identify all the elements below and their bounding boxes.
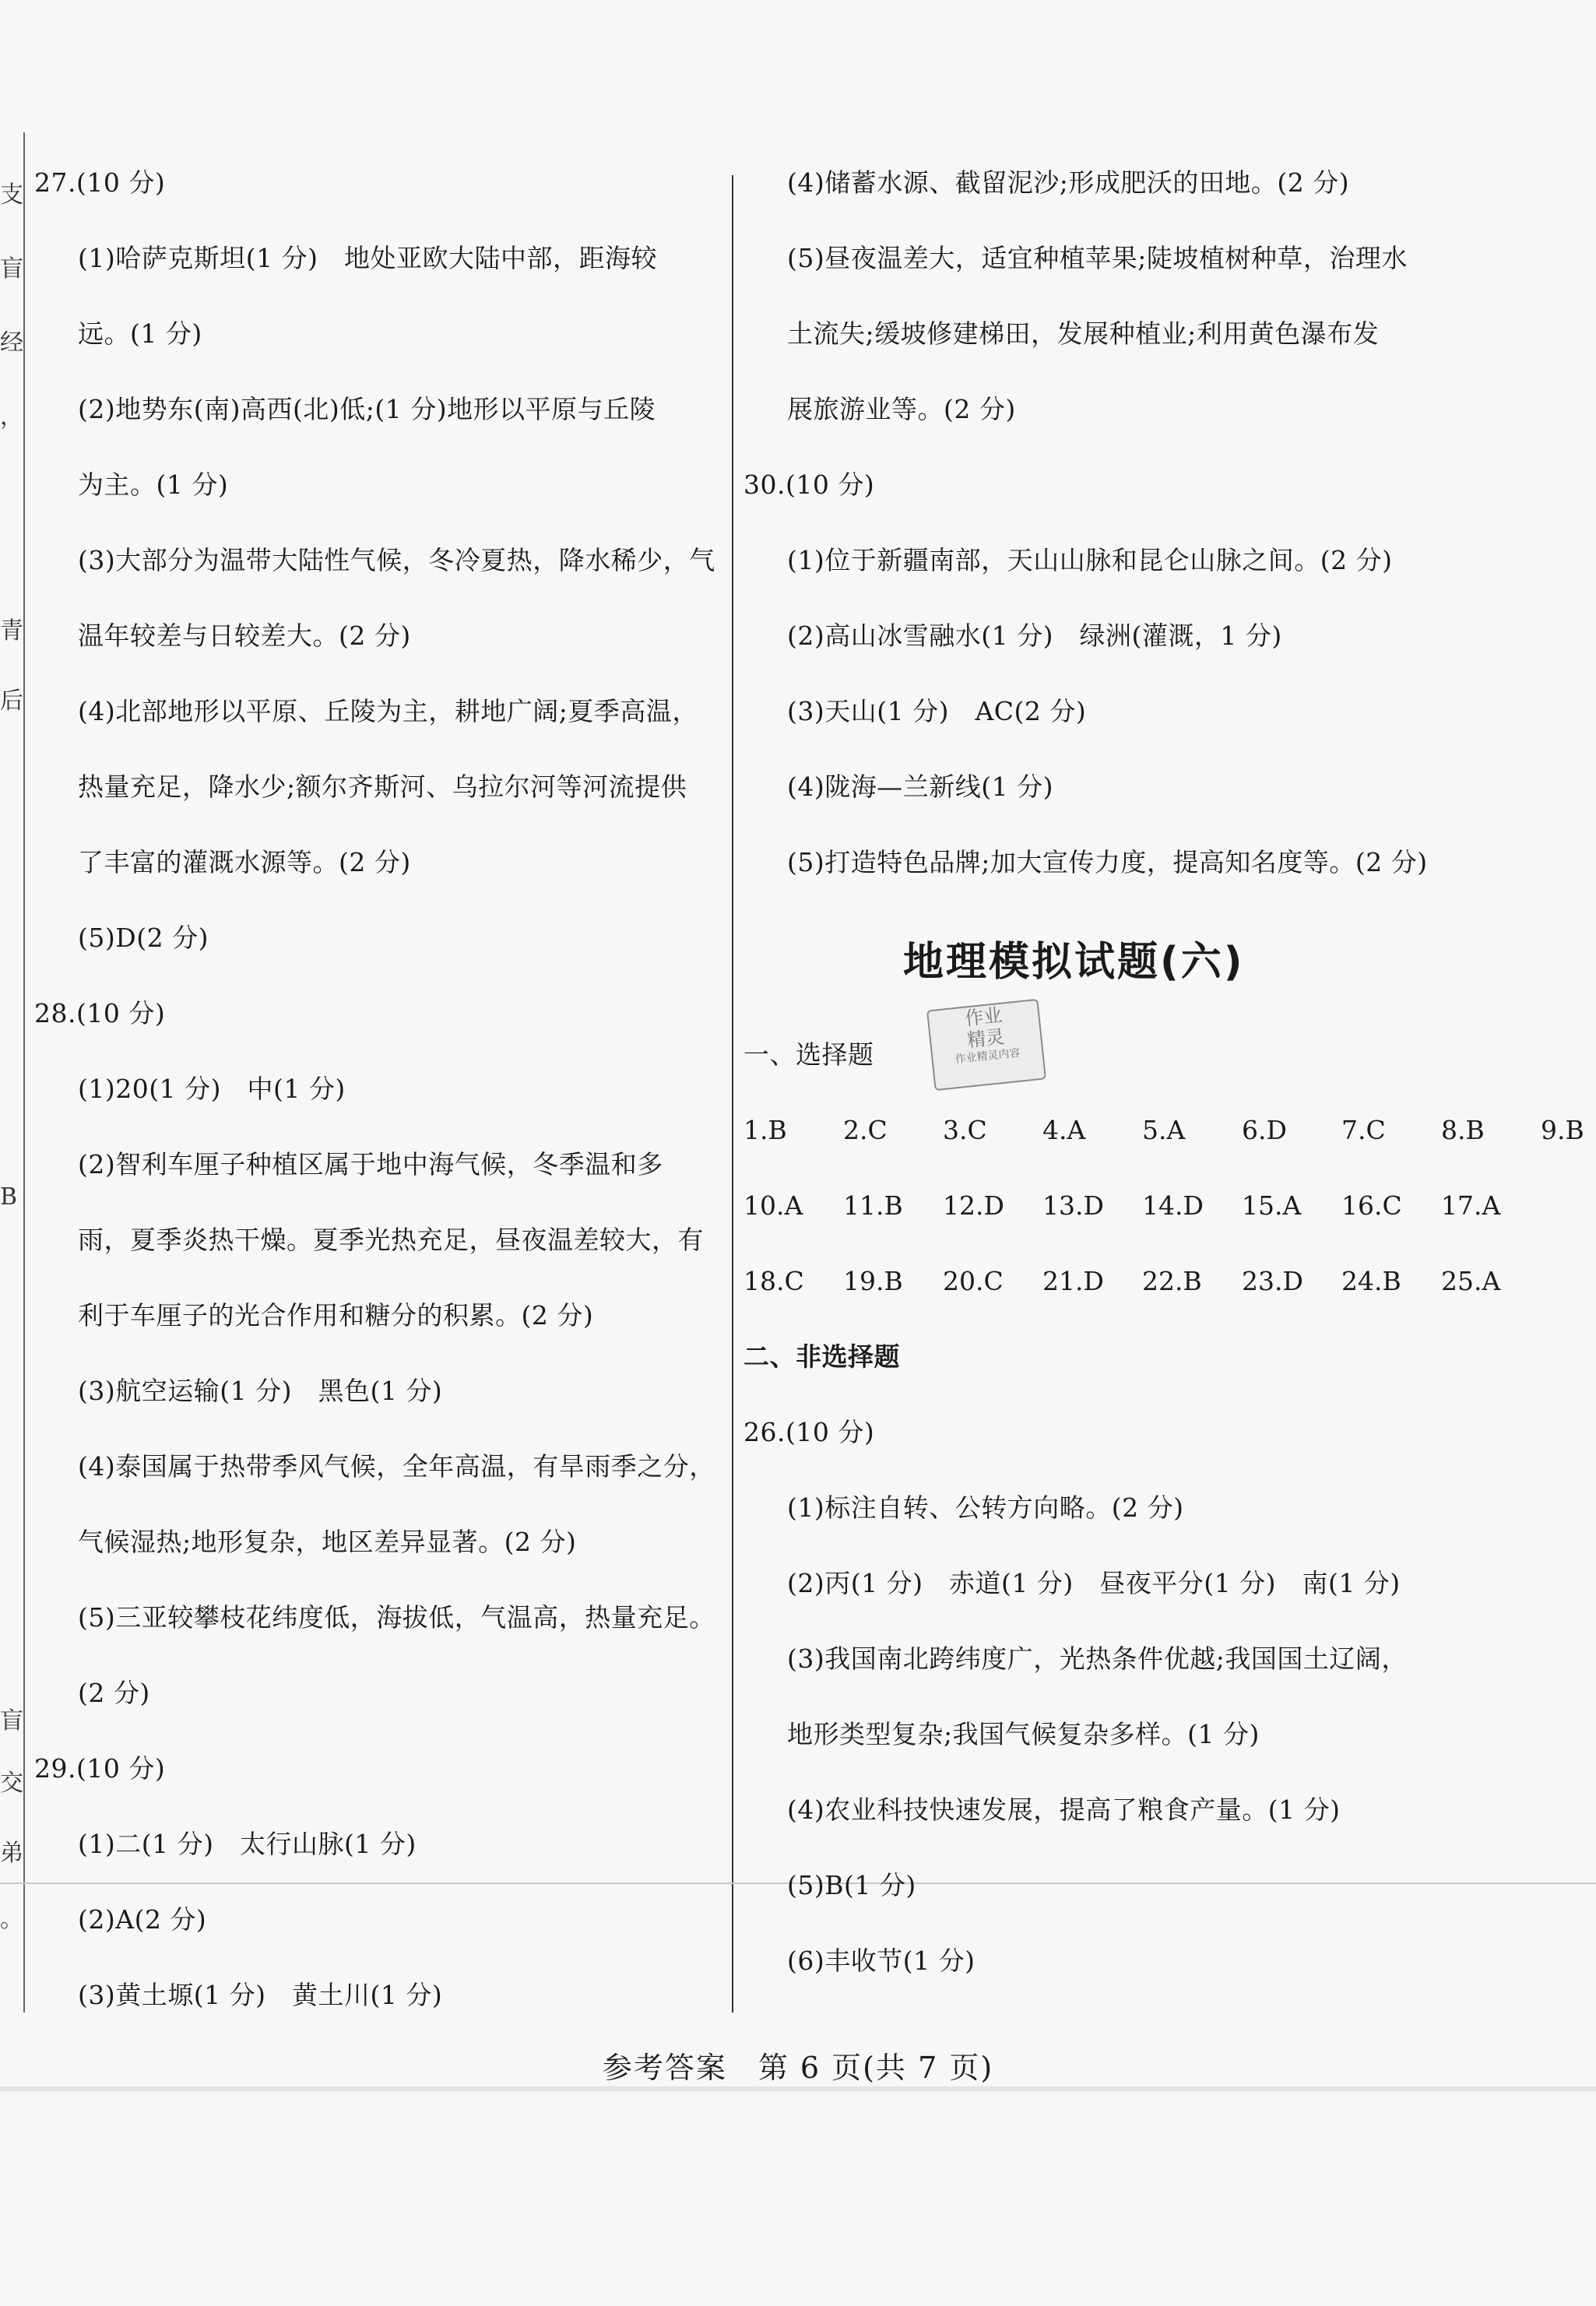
choice-answer: 10.A bbox=[744, 1190, 803, 1221]
answer-line: (3)天山(1 分) AC(2 分) bbox=[787, 696, 1087, 726]
answer-line: (5)昼夜温差大，适宜种植苹果;陡坡植树种草，治理水 bbox=[787, 243, 1408, 273]
choice-answer: 4.A bbox=[1042, 1115, 1086, 1145]
choice-answer: 3.C bbox=[943, 1115, 987, 1145]
question-number: 26.(10 分) bbox=[744, 1417, 875, 1447]
answer-line: (1)20(1 分) 中(1 分) bbox=[78, 1074, 346, 1104]
choice-answer: 8.B bbox=[1441, 1115, 1485, 1145]
question-number: 28.(10 分) bbox=[34, 998, 166, 1028]
answer-line: (2)高山冰雪融水(1 分) 绿洲(灌溉，1 分) bbox=[787, 620, 1282, 651]
choice-answer: 24.B bbox=[1341, 1266, 1401, 1296]
choice-answer: 16.C bbox=[1341, 1190, 1402, 1221]
answer-line: (4)北部地形以平原、丘陵为主，耕地广阔;夏季高温， bbox=[78, 696, 698, 726]
answer-line: 热量充足，降水少;额尔齐斯河、乌拉尔河等河流提供 bbox=[78, 772, 687, 802]
choice-answer-row bbox=[744, 1258, 1553, 1334]
answer-line: (3)航空运输(1 分) 黑色(1 分) bbox=[78, 1376, 443, 1406]
choice-answer: 5.A bbox=[1142, 1115, 1186, 1145]
choice-answer: 2.C bbox=[843, 1115, 888, 1145]
stamp-line: 作业 bbox=[963, 1004, 1004, 1030]
nonchoice-heading: 二、非选择题 bbox=[744, 1341, 900, 1372]
answer-line: (1)哈萨克斯坦(1 分) 地处亚欧大陆中部，距海较 bbox=[78, 243, 657, 273]
choice-answer-row bbox=[744, 1107, 1584, 1183]
answer-line: 远。(1 分) bbox=[78, 318, 202, 349]
answer-line: (5)三亚较攀枝花纬度低，海拔低，气温高，热量充足。 bbox=[78, 1602, 715, 1633]
edge-fragment: 经 bbox=[0, 329, 23, 357]
answer-line: 利于车厘子的光合作用和糖分的积累。(2 分) bbox=[78, 1300, 594, 1331]
choice-answer: 17.A bbox=[1441, 1190, 1501, 1221]
left-margin-rule bbox=[23, 132, 25, 2012]
page-footer: 参考答案 第 6 页(共 7 页) bbox=[602, 2051, 994, 2085]
section-title: 地理模拟试题(六) bbox=[903, 939, 1245, 986]
answer-line: (4)农业科技快速发展，提高了粮食产量。(1 分) bbox=[787, 1795, 1341, 1825]
choice-answer: 19.B bbox=[843, 1266, 903, 1296]
question-number: 30.(10 分) bbox=[744, 469, 875, 500]
answer-line: (2)A(2 分) bbox=[78, 1904, 207, 1935]
answer-line: (2 分) bbox=[78, 1678, 150, 1708]
question-number: 27.(10 分) bbox=[34, 167, 166, 198]
edge-fragment: B bbox=[0, 1183, 18, 1211]
answer-line: (3)我国南北跨纬度广，光热条件优越;我国国土辽阔， bbox=[787, 1643, 1408, 1674]
choice-heading: 一、选择题 bbox=[744, 1039, 874, 1070]
answer-line: (1)二(1 分) 太行山脉(1 分) bbox=[78, 1829, 417, 1859]
answer-line: (3)黄土塬(1 分) 黄土川(1 分) bbox=[78, 1980, 443, 2010]
choice-answer: 14.D bbox=[1142, 1190, 1204, 1221]
choice-answer: 6.D bbox=[1242, 1115, 1287, 1145]
answer-line: (5)D(2 分) bbox=[78, 923, 209, 953]
choice-answer: 1.B bbox=[744, 1115, 787, 1145]
edge-fragment: 后 bbox=[0, 687, 23, 715]
bottom-shade-line bbox=[0, 2086, 1596, 2091]
edge-fragment: 青 bbox=[0, 617, 23, 645]
answer-line: 气候湿热;地形复杂，地区差异显著。(2 分) bbox=[78, 1527, 577, 1557]
choice-answer: 23.D bbox=[1242, 1266, 1303, 1296]
answer-line: 了丰富的灌溉水源等。(2 分) bbox=[78, 847, 411, 877]
answer-line: (2)智利车厘子种植区属于地中海气候，冬季温和多 bbox=[78, 1149, 663, 1179]
edge-fragment: 盲 bbox=[0, 1707, 23, 1735]
choice-answer: 13.D bbox=[1042, 1190, 1104, 1221]
choice-answer: 9.B bbox=[1541, 1115, 1584, 1145]
question-number: 29.(10 分) bbox=[34, 1753, 166, 1784]
choice-answer: 15.A bbox=[1242, 1190, 1302, 1221]
answer-line: 土流失;缓坡修建梯田，发展种植业;利用黄色瀑布发 bbox=[787, 318, 1380, 349]
choice-answer: 18.C bbox=[744, 1266, 804, 1296]
answer-line: 地形类型复杂;我国气候复杂多样。(1 分) bbox=[787, 1719, 1260, 1749]
choice-answer: 20.C bbox=[943, 1266, 1004, 1296]
column-divider bbox=[732, 175, 733, 2012]
choice-answer: 22.B bbox=[1142, 1266, 1202, 1296]
right-column-bottom bbox=[744, 1032, 1584, 2013]
stamp-line: 作业精灵内容 bbox=[954, 1046, 1021, 1067]
answer-line: (2)地势东(南)高西(北)低;(1 分)地形以平原与丘陵 bbox=[78, 394, 656, 424]
choice-answer: 25.A bbox=[1441, 1266, 1501, 1296]
choice-answer: 11.B bbox=[843, 1190, 903, 1221]
edge-fragment: 弟 bbox=[0, 1840, 23, 1867]
answer-line: (4)陇海—兰新线(1 分) bbox=[787, 772, 1053, 802]
answer-line: (6)丰收节(1 分) bbox=[787, 1946, 976, 1976]
left-column bbox=[34, 160, 719, 2048]
answer-line: (1)标注自转、公转方向略。(2 分) bbox=[787, 1492, 1184, 1523]
answer-line: 为主。(1 分) bbox=[78, 469, 229, 500]
choice-answer-row bbox=[744, 1183, 1553, 1258]
answer-line: 温年较差与日较差大。(2 分) bbox=[78, 620, 411, 651]
choice-answer: 12.D bbox=[943, 1190, 1004, 1221]
right-column-top bbox=[744, 160, 1553, 915]
edge-fragment: 。 bbox=[0, 1906, 23, 1933]
edge-fragment: 盲 bbox=[0, 255, 23, 283]
answer-line: (5)打造特色品牌;加大宣传力度，提高知名度等。(2 分) bbox=[787, 847, 1428, 877]
answer-line: (4)储蓄水源、截留泥沙;形成肥沃的田地。(2 分) bbox=[787, 167, 1350, 198]
answer-line: 雨，夏季炎热干燥。夏季光热充足，昼夜温差较大，有 bbox=[78, 1225, 704, 1255]
choice-answer: 7.C bbox=[1341, 1115, 1386, 1145]
choice-answer: 21.D bbox=[1042, 1266, 1104, 1296]
stamp-line: 精灵 bbox=[965, 1025, 1006, 1052]
answer-line: (5)B(1 分) bbox=[787, 1870, 916, 1900]
answer-line: (4)泰国属于热带季风气候，全年高温，有旱雨季之分， bbox=[78, 1451, 715, 1482]
answer-line: 展旅游业等。(2 分) bbox=[787, 394, 1016, 424]
edge-fragment: 支 bbox=[0, 181, 23, 209]
answer-line: (3)大部分为温带大陆性气候，冬冷夏热，降水稀少，气 bbox=[78, 545, 715, 575]
edge-fragment: ， bbox=[0, 403, 23, 431]
edge-fragment: 交 bbox=[0, 1770, 23, 1797]
answer-line: (2)丙(1 分) 赤道(1 分) 昼夜平分(1 分) 南(1 分) bbox=[787, 1568, 1401, 1598]
answer-line: (1)位于新疆南部，天山山脉和昆仑山脉之间。(2 分) bbox=[787, 545, 1393, 575]
